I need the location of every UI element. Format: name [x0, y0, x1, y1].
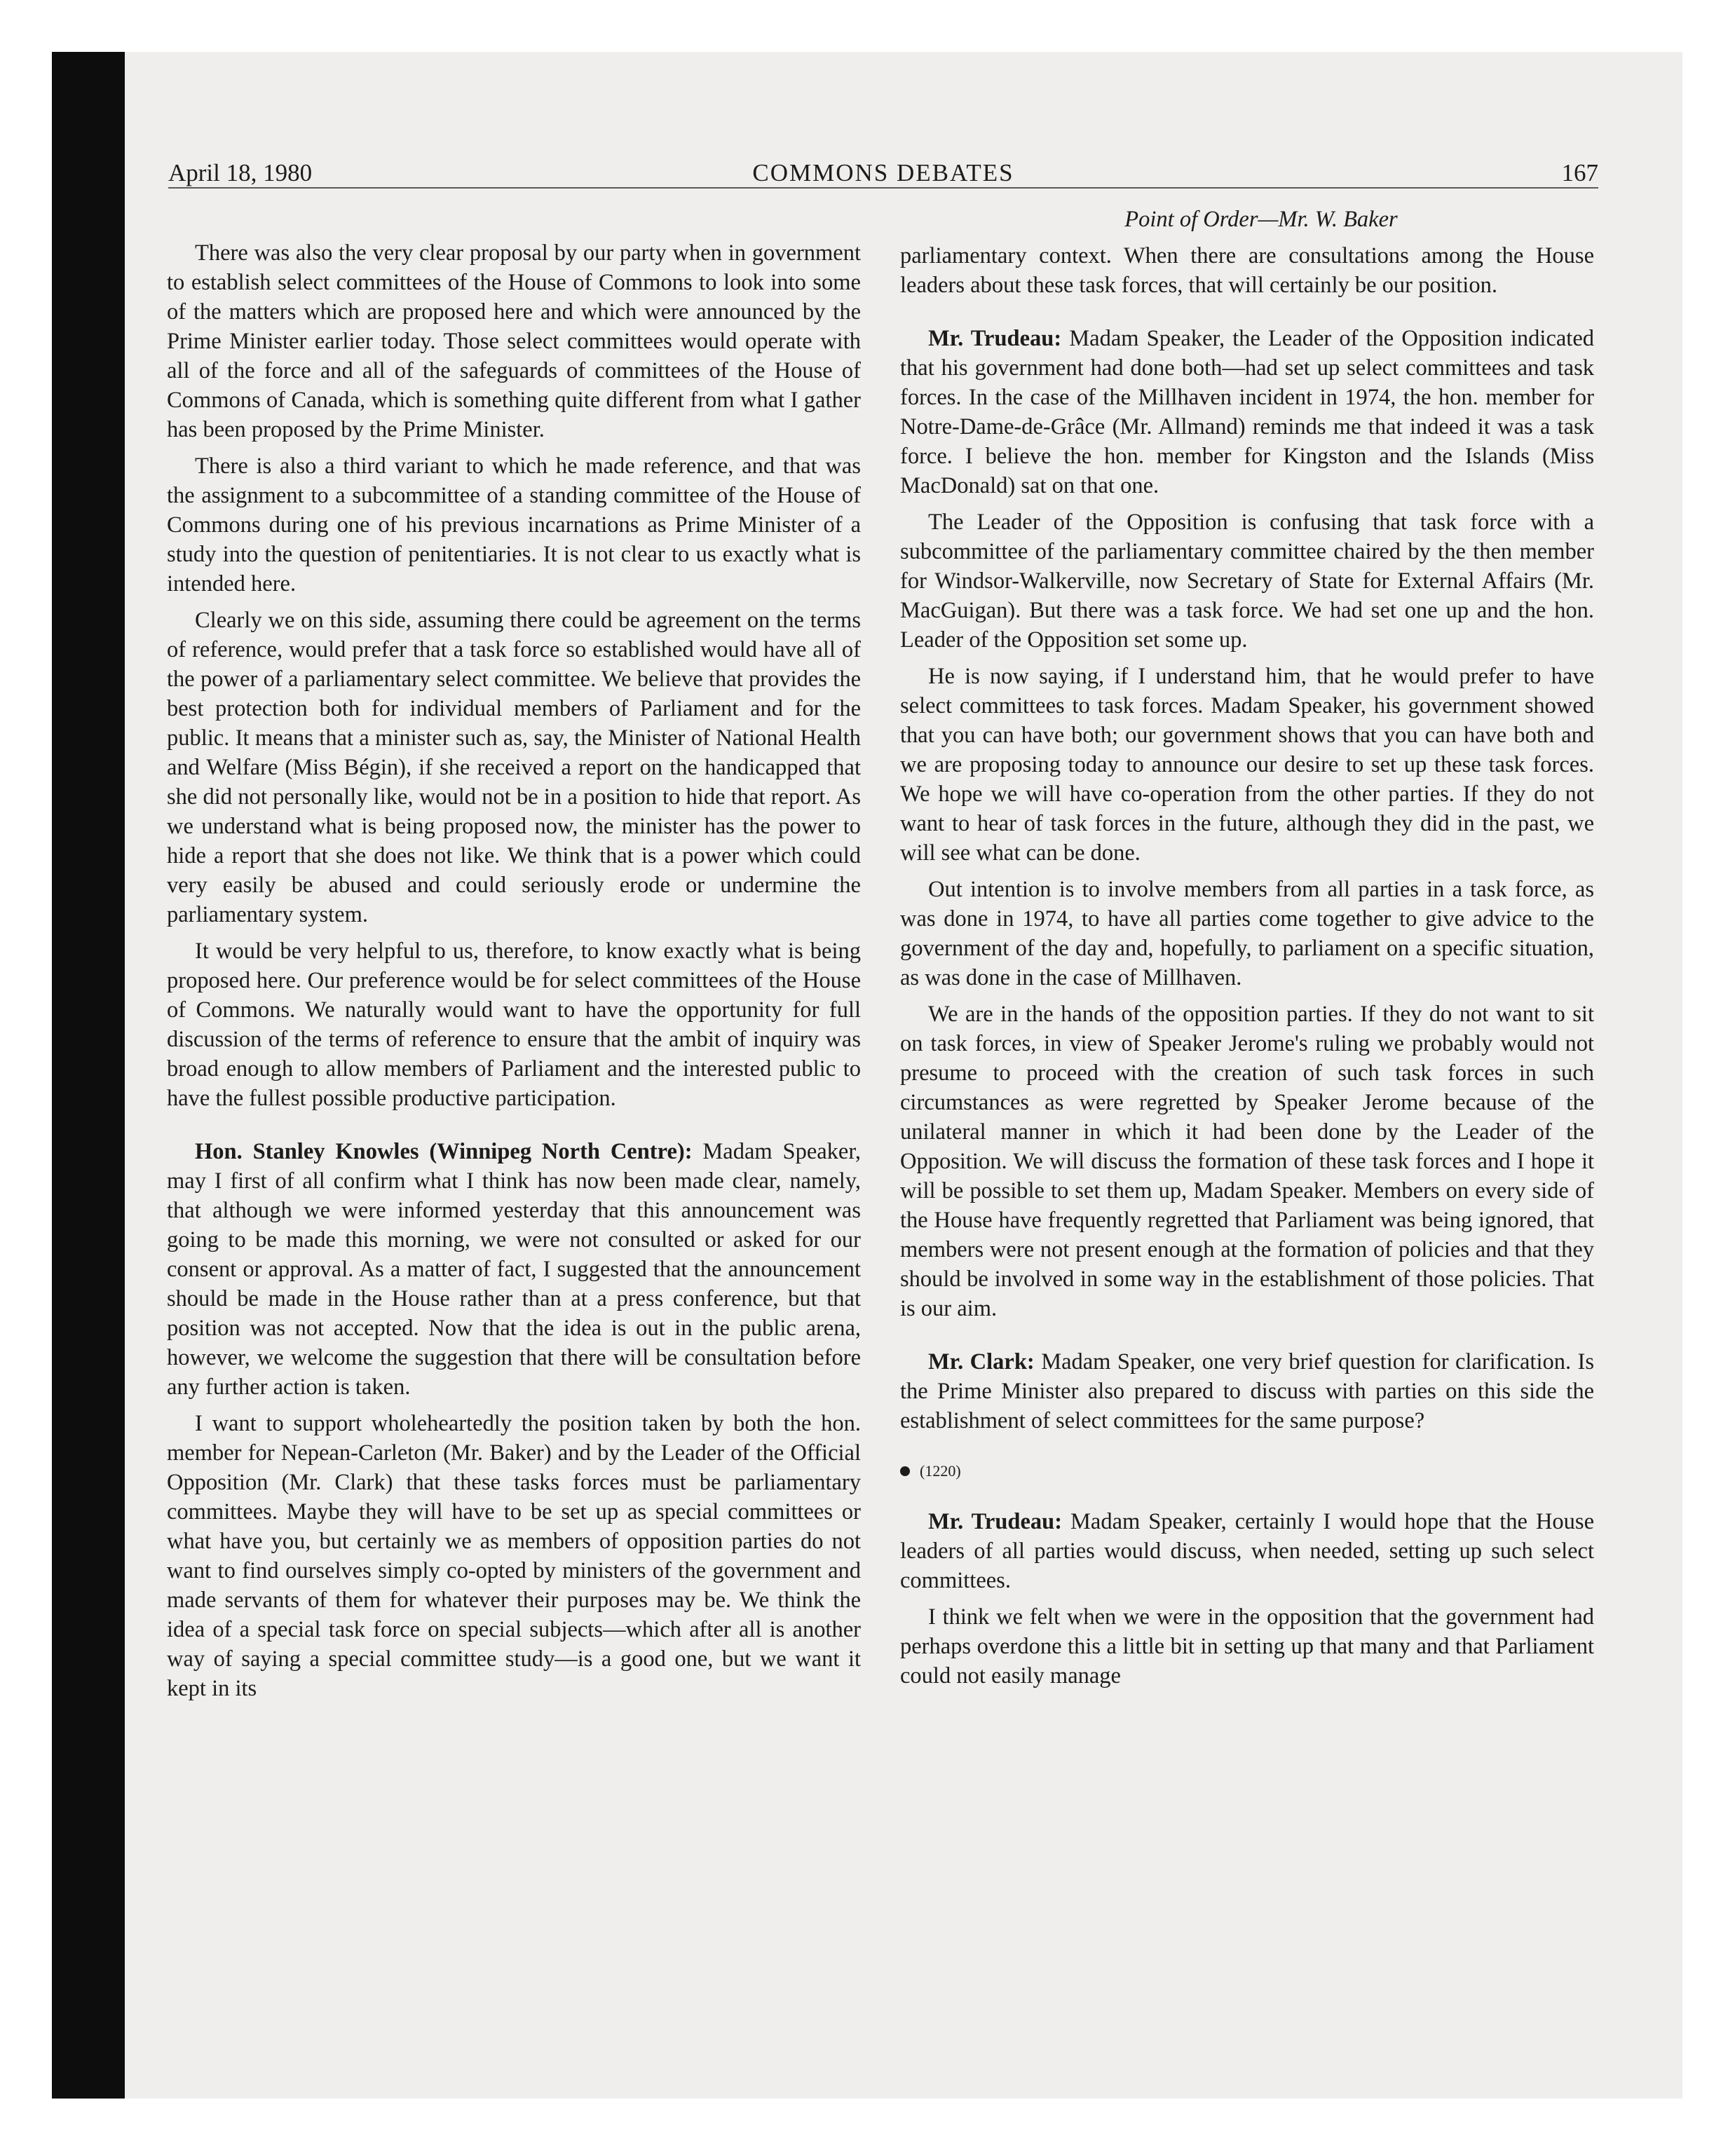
left-column — [167, 238, 861, 1710]
paragraph: The Leader of the Opposition is confusing that task force with a subcommittee of the parliamentary committee chaired by the then member for Windsor-Walkerville, now Secretary of State for External Affairs (Mr. MacGuigan). But there was a task force. We had set one up and the hon. Leader of the Opposition set some up. — [900, 510, 1594, 653]
paragraph: It would be very helpful to us, therefore, to know exactly what is being proposed here. Our preference would be for select committees of the House of Commons. We naturally would want to have the opportunity for full discussion of the terms of reference to ensure that the ambit of inquiry was broad enough to allow members of Parliament and the interested public to have the fullest possible productive participation. — [167, 939, 861, 1111]
paragraph: We are in the hands of the opposition parties. If they do not want to sit on task forces, in view of Speaker Jerome's ruling we probably would not presume to proceed with the creation of such task forces in such circumstances as were regretted by Speaker Jerome because of the unilateral manner in which it had been done by the Leader of the Opposition. We will discuss the formation of these task forces and I hope it will be possible to set them up, Madam Speaker. Members on every side of the House have frequently regretted that Parliament was being ignored, that members were not present enough at the formation of policies and that they should be involved in some way in the establishment of those policies. That is our aim. — [900, 1002, 1594, 1321]
speech-text: Madam Speaker, certainly I would hope that the House leaders of all parties would discuss, when needed, setting up such select committees. — [900, 1509, 1594, 1593]
header-rule — [168, 187, 1598, 189]
speaker-name: Mr. Trudeau: — [928, 1509, 1063, 1534]
paragraph: I think we felt when we were in the opposition that the government had perhaps overdone this a little bit in setting up that many and that Parliament could not easily manage — [900, 1604, 1594, 1688]
page-header — [168, 156, 1598, 191]
speech-knowles — [167, 1137, 861, 1402]
speaker-name: Mr. Trudeau: — [928, 326, 1062, 351]
header-title: COMMONS DEBATES — [752, 159, 1014, 186]
paragraph: There was also the very clear proposal by our party when in government to establish select committees of the House of Commons to look into some of the matters which are proposed here and which were announced by the Prime Minister earlier today. Those select committees would operate with all of the force and all of the safeguards of committees of the House of Commons of Canada, which is something quite different from what I gather has been proposed by the Prime Minister. — [167, 240, 861, 442]
paragraph: parliamentary context. When there are consultations among the House leaders about these task forces, that will certainly be our position. — [900, 243, 1594, 298]
paragraph: I want to support wholeheartedly the position taken by both the hon. member for Nepean-Carleton (Mr. Baker) and by the Leader of the Official Opposition (Mr. Clark) that these tasks forces must be parliamentary committees. Maybe they will have to be set up as special committees or what have you, but certainly we as members of opposition parties do not want to find ourselves simply co-opted by ministers of the government and made servants of them for whatever their purposes may be. We think the idea of a special task force on special subjects—which after all is another way of saying a special committee study—is a good one, but we want it kept in its — [167, 1411, 861, 1701]
speech-trudeau — [900, 324, 1594, 500]
speech-text: Madam Speaker, may I first of all confirm what I think has now been made clear, namely, that although we were informed yesterday that this announcement was going to be made this morning, we were not consulted or asked for our consent or approval. As a matter of fact, I suggested that the announcement should be made in the House rather than at a press conference, but that position was not accepted. Now that the idea is out in the public arena, however, we welcome the suggestion that there will be consultation before any further action is taken. — [167, 1139, 861, 1400]
paragraph: Clearly we on this side, assuming there could be agreement on the terms of reference, would prefer that a task force so established would have all of the power of a parliamentary select committee. We believe that provides the best protection both for individual members of Parliament and for the public. It means that a minister such as, say, the Minister of National Health and Welfare (Miss Bégin), if she received a report on the handicapped that she did not personally like, would not be in a position to hide that report. As we understand what is being proposed now, the minister has the power to hide a report that she does not like. We think that is a power which could very easily be abused and could seriously erode or undermine the parliamentary system. — [167, 608, 861, 927]
bullet-icon — [900, 1466, 910, 1476]
header-date: April 18, 1980 — [168, 159, 313, 186]
time-marker — [900, 1461, 1594, 1482]
time-marker-text: (1220) — [920, 1462, 961, 1480]
binding-edge — [52, 52, 125, 2099]
right-column — [900, 205, 1594, 1698]
running-head: Point of Order—Mr. W. Baker — [1124, 207, 1398, 232]
paragraph: He is now saying, if I understand him, that he would prefer to have select committees to task forces. Madam Speaker, his government showed that you can have both; our government shows that you can have both and we are proposing today to announce our desire to set up these task forces. We hope we will have co-operation from the other parties. If they do not want to hear of task forces in the future, although they did in the past, we will see what can be done. — [900, 664, 1594, 866]
speaker-name: Hon. Stanley Knowles (Winnipeg North Centre): — [195, 1139, 693, 1164]
speech-clark — [900, 1347, 1594, 1435]
speaker-name: Mr. Clark: — [928, 1349, 1035, 1374]
speech-text: Madam Speaker, the Leader of the Opposition indicated that his government had done both—had set up select committees and task forces. In the case of the Millhaven incident in 1974, the hon. member for Notre-Dame-de-Grâce (Mr. Allmand) reminds me that indeed it was a task force. I believe the hon. member for Kingston and the Islands (Miss MacDonald) sat on that one. — [900, 326, 1595, 498]
page-number: 167 — [1561, 159, 1598, 186]
paragraph: There is also a third variant to which he made reference, and that was the assignment to a subcommittee of a standing committee of the House of Commons during one of his previous incarnations as Prime Minister of a study into the question of penitentiaries. It is not clear to us exactly what is intended here. — [167, 453, 861, 596]
paragraph: Out intention is to involve members from all parties in a task force, as was done in 1974, to have all parties come together to give advice to the government of the day and, hopefully, to parliament on a specific situation, as was done in the case of Millhaven. — [900, 877, 1594, 990]
speech-trudeau-2 — [900, 1507, 1594, 1595]
speech-text: Madam Speaker, one very brief question for clarification. Is the Prime Minister also prepared to discuss with parties on this side the establishment of select committees for the same purpose? — [900, 1349, 1595, 1433]
